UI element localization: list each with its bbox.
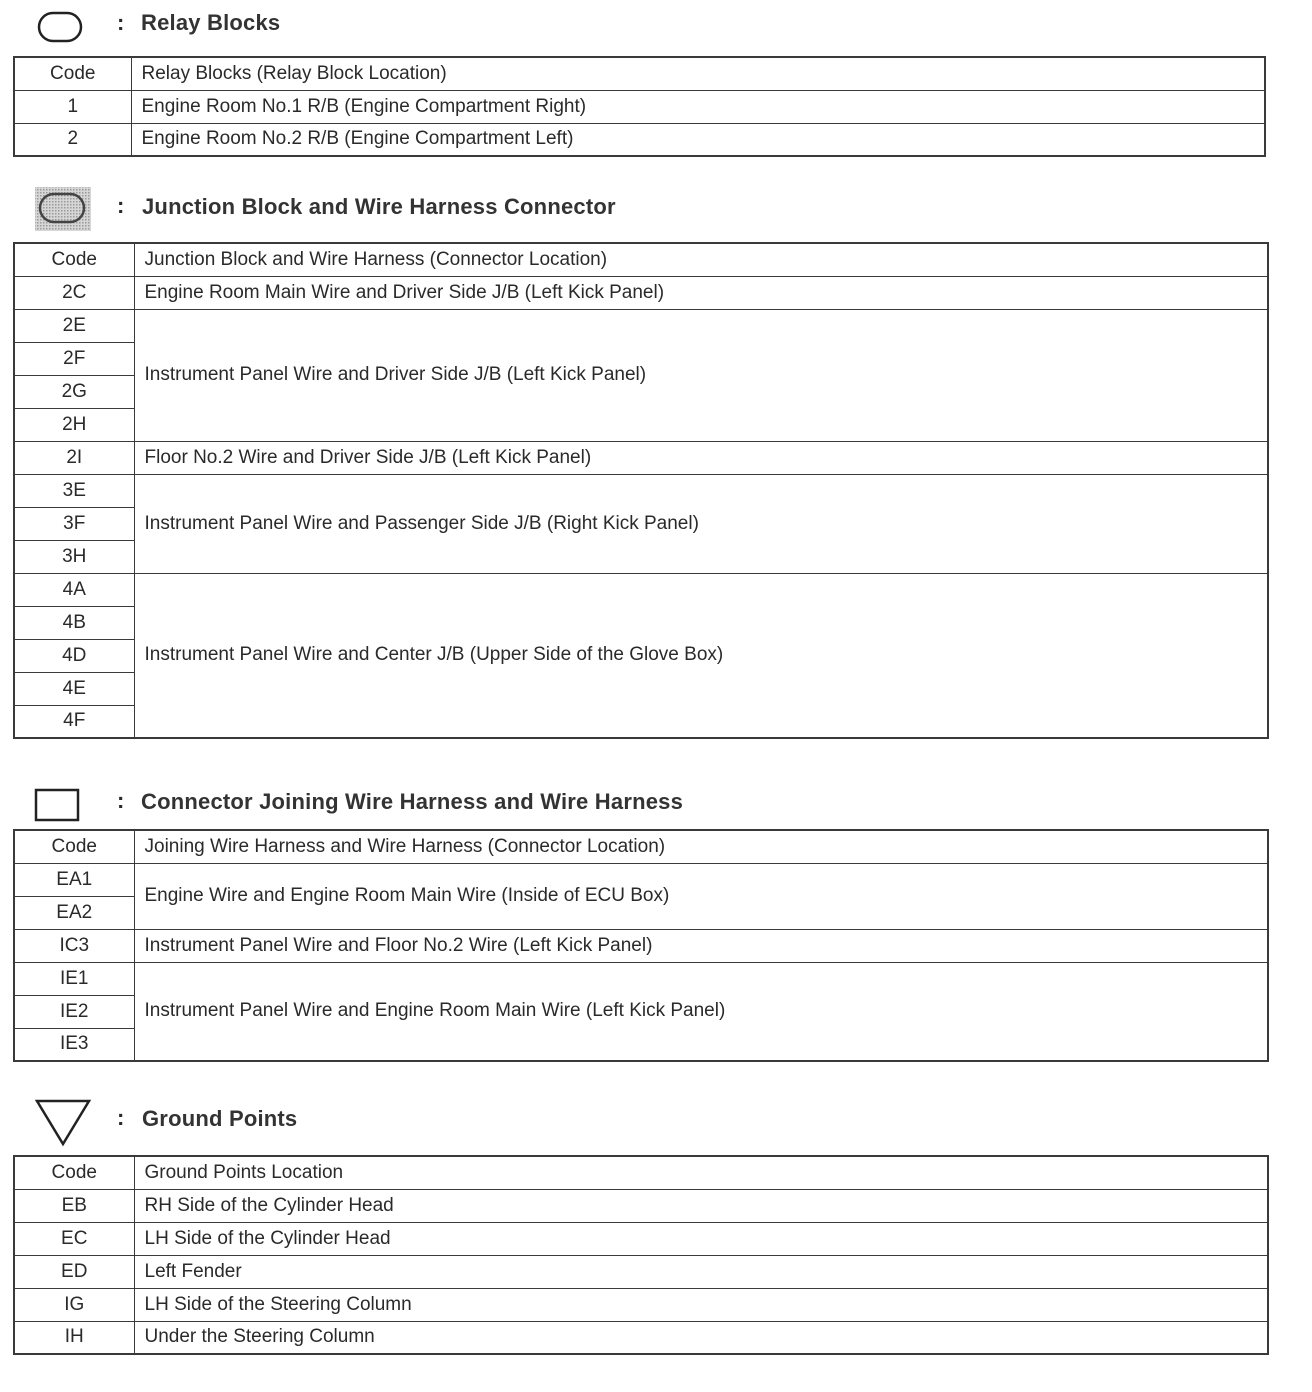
- section-colon: :: [117, 10, 125, 35]
- ground-points-table: [13, 1155, 1269, 1355]
- table-header-row: [14, 57, 1265, 90]
- relay-blocks-table: [13, 56, 1266, 157]
- section-header-ground-points: [0, 1096, 1312, 1136]
- table-row: [14, 1189, 1268, 1222]
- code-cell: 3H: [14, 540, 134, 573]
- junction-block-shaded-oval-icon: [34, 186, 92, 232]
- table-row: [14, 441, 1268, 474]
- code-cell: 3F: [14, 507, 134, 540]
- junction-block-table-body: [14, 243, 1268, 738]
- column-header-code: Code: [14, 57, 131, 90]
- code-cell: 4A: [14, 573, 134, 606]
- description-cell: Engine Room Main Wire and Driver Side J/B (Left Kick Panel): [134, 276, 1268, 309]
- table-row: [14, 1255, 1268, 1288]
- table-row: [14, 474, 1268, 507]
- ground-point-triangle-icon: [34, 1098, 92, 1148]
- description-cell: Instrument Panel Wire and Passenger Side J/B (Right Kick Panel): [134, 474, 1268, 573]
- table-row: [14, 863, 1268, 896]
- connector-joining-table-body: [14, 830, 1268, 1061]
- table-header-row: [14, 1156, 1268, 1189]
- code-cell: 2G: [14, 375, 134, 408]
- section-header-connector-joining: [0, 782, 1312, 822]
- section-title-junction-block: Junction Block and Wire Harness Connector: [142, 194, 616, 219]
- code-cell: IE3: [14, 1028, 134, 1061]
- code-cell: EA2: [14, 896, 134, 929]
- code-cell: 4E: [14, 672, 134, 705]
- section-header-junction-block: [0, 186, 1312, 226]
- description-cell: Engine Wire and Engine Room Main Wire (Inside of ECU Box): [134, 863, 1268, 929]
- code-cell: EC: [14, 1222, 134, 1255]
- code-cell: IE2: [14, 995, 134, 1028]
- column-header-code: Code: [14, 243, 134, 276]
- code-cell: IG: [14, 1288, 134, 1321]
- table-row: [14, 573, 1268, 606]
- column-header-code: Code: [14, 830, 134, 863]
- code-cell: IH: [14, 1321, 134, 1354]
- table-row: [14, 276, 1268, 309]
- code-cell: 2C: [14, 276, 134, 309]
- table-row: [14, 1222, 1268, 1255]
- code-cell: IE1: [14, 962, 134, 995]
- relay-blocks-table-body: [14, 57, 1265, 156]
- code-cell: 2: [14, 123, 131, 156]
- code-cell: 3E: [14, 474, 134, 507]
- description-cell: Instrument Panel Wire and Center J/B (Upper Side of the Glove Box): [134, 573, 1268, 738]
- section-colon: :: [117, 788, 125, 813]
- description-cell: RH Side of the Cylinder Head: [134, 1189, 1268, 1222]
- table-row: [14, 929, 1268, 962]
- code-cell: EA1: [14, 863, 134, 896]
- description-cell: Instrument Panel Wire and Floor No.2 Wire (Left Kick Panel): [134, 929, 1268, 962]
- connector-rectangle-icon: [34, 788, 80, 822]
- column-header-description: Ground Points Location: [134, 1156, 1268, 1189]
- section-header-relay-blocks: [0, 4, 1312, 44]
- code-cell: 1: [14, 90, 131, 123]
- relay-block-oval-icon: [36, 10, 84, 44]
- section-colon: :: [117, 1105, 125, 1130]
- code-cell: 2E: [14, 309, 134, 342]
- column-header-description: Relay Blocks (Relay Block Location): [131, 57, 1265, 90]
- section-colon: :: [117, 193, 125, 218]
- code-cell: EB: [14, 1189, 134, 1222]
- ground-points-table-body: [14, 1156, 1268, 1354]
- column-header-description: Joining Wire Harness and Wire Harness (Connector Location): [134, 830, 1268, 863]
- description-cell: Under the Steering Column: [134, 1321, 1268, 1354]
- description-cell: Engine Room No.2 R/B (Engine Compartment Left): [131, 123, 1265, 156]
- code-cell: 4F: [14, 705, 134, 738]
- section-title-relay-blocks: Relay Blocks: [141, 10, 281, 35]
- table-header-row: [14, 830, 1268, 863]
- table-row: [14, 1321, 1268, 1354]
- description-cell: Instrument Panel Wire and Driver Side J/B (Left Kick Panel): [134, 309, 1268, 441]
- description-cell: Instrument Panel Wire and Engine Room Main Wire (Left Kick Panel): [134, 962, 1268, 1061]
- code-cell: IC3: [14, 929, 134, 962]
- code-cell: 4D: [14, 639, 134, 672]
- description-cell: Engine Room No.1 R/B (Engine Compartment Right): [131, 90, 1265, 123]
- table-row: [14, 309, 1268, 342]
- table-row: [14, 90, 1265, 123]
- section-title-connector-joining: Connector Joining Wire Harness and Wire Harness: [141, 789, 684, 814]
- description-cell: LH Side of the Steering Column: [134, 1288, 1268, 1321]
- code-cell: 2H: [14, 408, 134, 441]
- description-cell: Left Fender: [134, 1255, 1268, 1288]
- code-cell: ED: [14, 1255, 134, 1288]
- table-row: [14, 962, 1268, 995]
- column-header-code: Code: [14, 1156, 134, 1189]
- description-cell: Floor No.2 Wire and Driver Side J/B (Left Kick Panel): [134, 441, 1268, 474]
- section-title-ground-points: Ground Points: [142, 1106, 298, 1131]
- junction-block-table: [13, 242, 1269, 739]
- code-cell: 4B: [14, 606, 134, 639]
- connector-joining-table: [13, 829, 1269, 1062]
- description-cell: LH Side of the Cylinder Head: [134, 1222, 1268, 1255]
- code-cell: 2F: [14, 342, 134, 375]
- table-header-row: [14, 243, 1268, 276]
- table-row: [14, 1288, 1268, 1321]
- code-cell: 2I: [14, 441, 134, 474]
- column-header-description: Junction Block and Wire Harness (Connector Location): [134, 243, 1268, 276]
- table-row: [14, 123, 1265, 156]
